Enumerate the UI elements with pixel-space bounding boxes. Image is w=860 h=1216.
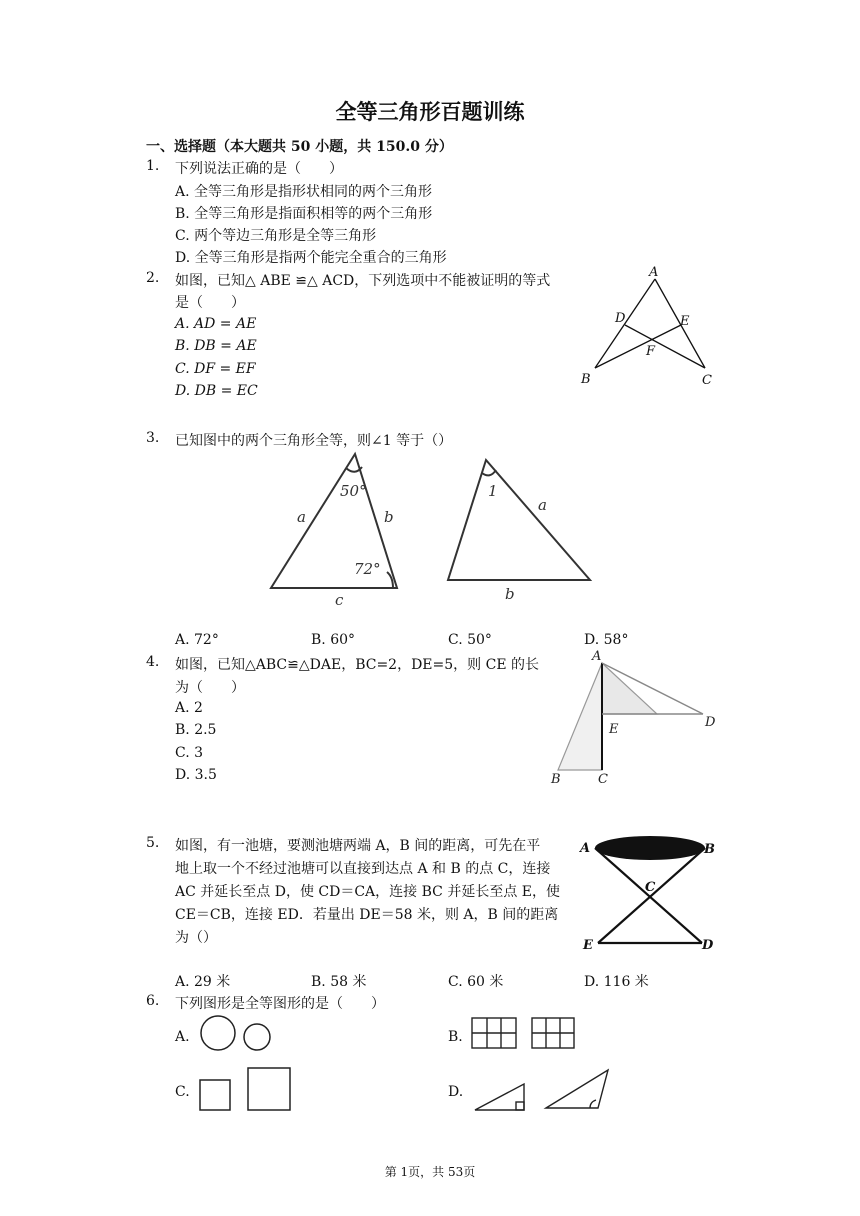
- option-b: B. 全等三角形是指面积相等的两个三角形: [175, 206, 433, 222]
- page-title: 全等三角形百题训练: [335, 99, 525, 124]
- small-circle: [244, 1024, 270, 1050]
- option-b-label: B.: [448, 1029, 463, 1045]
- question-number: 6.: [146, 993, 160, 1009]
- label-e: E: [609, 722, 619, 737]
- side-a2-label: a: [538, 496, 547, 514]
- label-d: D: [615, 311, 626, 326]
- option-a: A. AD = AE: [175, 316, 257, 332]
- label-c: C: [598, 772, 608, 787]
- option-d: D. 116 米: [584, 974, 649, 990]
- label-f: F: [646, 344, 656, 359]
- question-number: 2.: [146, 270, 160, 286]
- question-number: 4.: [146, 654, 160, 670]
- label-b: B: [704, 842, 715, 857]
- label-e: E: [680, 314, 690, 329]
- label-d: D: [705, 715, 716, 730]
- label-a: A: [649, 265, 659, 280]
- option-a-figure: [198, 1013, 278, 1055]
- question-stem: 下列图形是全等图形的是（ ）: [175, 996, 385, 1012]
- label-a: A: [592, 649, 602, 664]
- angle-72-label: 72°: [354, 560, 381, 578]
- question-stem-line5: 为（）: [175, 930, 217, 946]
- q3-figure: [262, 448, 607, 609]
- option-a: A. 全等三角形是指形状相同的两个三角形: [175, 184, 433, 200]
- option-d-figure: [472, 1066, 612, 1112]
- option-c: C. 3: [175, 745, 204, 761]
- option-d: D. 全等三角形是指两个能完全重合的三角形: [175, 250, 447, 266]
- label-b: B: [581, 372, 591, 387]
- label-a: A: [580, 841, 591, 856]
- large-square: [248, 1068, 290, 1110]
- label-c: C: [702, 373, 712, 388]
- option-b: B. 2.5: [175, 722, 217, 738]
- option-a: A. 72°: [175, 632, 219, 648]
- label-c: C: [645, 880, 656, 895]
- option-c: C. 60 米: [448, 974, 504, 990]
- side-b2-label: b: [505, 585, 515, 603]
- question-stem: 已知图中的两个三角形全等，则∠1 等于（）: [175, 433, 453, 449]
- question-stem-line2: 地上取一个不经过池塘可以直接到达点 A 和 B 的点 C，连接: [175, 861, 551, 877]
- option-d-label: D.: [448, 1084, 464, 1100]
- question-stem-line1: 如图，已知△ABC≌△DAE，BC=2，DE=5，则 CE 的长: [175, 657, 539, 673]
- option-d: D. DB = EC: [175, 383, 258, 399]
- question-number: 1.: [146, 158, 160, 174]
- option-c-figure: [198, 1066, 294, 1114]
- question-stem-line1: 如图，已知△ ABE ≌△ ACD，下列选项中不能被证明的等式: [175, 273, 551, 289]
- section-heading: 一、选择题（本大题共 50 小题，共 150.0 分）: [146, 139, 453, 155]
- q4-figure: [545, 645, 725, 787]
- q2-figure: [575, 262, 725, 392]
- label-d: D: [702, 938, 714, 953]
- option-a: A. 2: [175, 700, 203, 716]
- question-number: 5.: [146, 835, 160, 851]
- label-b: B: [551, 772, 561, 787]
- q5-figure: [578, 830, 718, 958]
- option-a: A. 29 米: [175, 974, 231, 990]
- question-stem-line2: 是（ ）: [175, 295, 245, 311]
- side-c-label: c: [335, 591, 344, 609]
- question-stem-line2: 为（ ）: [175, 680, 245, 696]
- option-c-label: C.: [175, 1084, 190, 1100]
- angle-1-label: 1: [488, 482, 498, 500]
- label-e: E: [583, 938, 593, 953]
- option-b: B. 60°: [311, 632, 356, 648]
- question-stem-line4: CE＝CB，连接 ED．若量出 DE＝58 米，则 A，B 间的距离: [175, 907, 559, 923]
- option-d: D. 58°: [584, 632, 629, 648]
- pond-shape: [595, 836, 705, 860]
- option-b: B. DB = AE: [175, 338, 257, 354]
- question-stem-line3: AC 并延长至点 D，使 CD＝CA，连接 BC 并延长至点 E，使: [175, 884, 560, 900]
- question-stem: 下列说法正确的是（ ）: [175, 161, 343, 177]
- angle-50-label: 50°: [340, 482, 367, 500]
- page-footer: 第 1页，共 53页: [384, 1165, 476, 1179]
- question-number: 3.: [146, 430, 160, 446]
- option-c: C. DF = EF: [175, 361, 256, 377]
- large-circle: [201, 1016, 235, 1050]
- small-square: [200, 1080, 230, 1110]
- question-stem-line1: 如图，有一池塘，要测池塘两端 A，B 间的距离，可先在平: [175, 838, 541, 854]
- side-a-label: a: [297, 508, 306, 526]
- option-b-figure: [470, 1016, 578, 1050]
- option-a-label: A.: [175, 1029, 190, 1045]
- option-c: C. 两个等边三角形是全等三角形: [175, 228, 377, 244]
- side-b-label: b: [384, 508, 394, 526]
- option-c: C. 50°: [448, 632, 492, 648]
- option-b: B. 58 米: [311, 974, 367, 990]
- option-d: D. 3.5: [175, 767, 217, 783]
